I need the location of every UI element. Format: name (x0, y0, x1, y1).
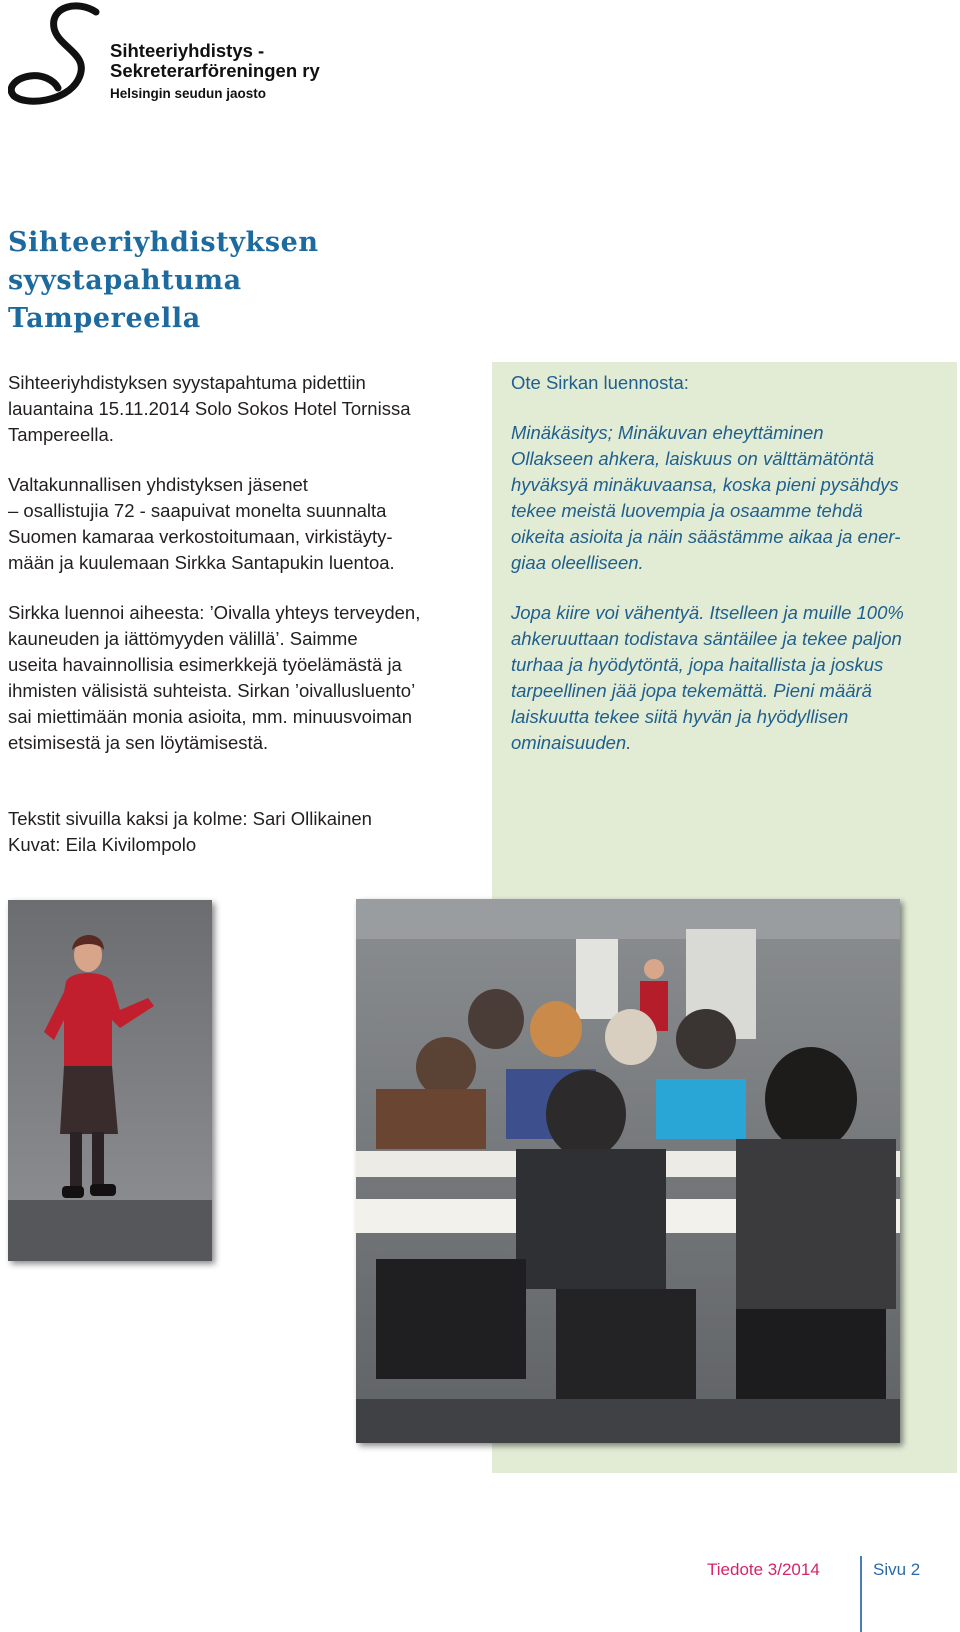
body-line: lauantaina 15.11.2014 Solo Sokos Hotel Tornissa (8, 398, 411, 419)
excerpt-line: hyväksyä minäkuvaansa, koska pieni pysähdys (511, 474, 899, 495)
text-credit: Tekstit sivuilla kaksi ja kolme: Sari Ollikainen (8, 808, 372, 829)
excerpt-line: ominaisuuden. (511, 732, 632, 753)
page-number: Sivu 2 (873, 1560, 921, 1579)
article-title (8, 224, 448, 338)
lecture-excerpt (511, 370, 951, 756)
issue-label: Tiedote 3/2014 (707, 1560, 820, 1579)
organization-logo (8, 2, 358, 112)
body-line: mään ja kuulemaan Sirkka Santapukin luentoa. (8, 552, 395, 573)
logo-line-3: Helsingin seudun jaosto (110, 86, 267, 101)
photo-credit: Kuvat: Eila Kivilompolo (8, 834, 197, 855)
excerpt-line: ahkeruuttaan todistava säntäilee ja tekee paljon (511, 628, 902, 649)
excerpt-line: tekee meistä luovempia ja osaamme tehdä (511, 500, 863, 521)
excerpt-line: oikeita asioita ja näin säästämme aikaa ja ener- (511, 526, 901, 547)
article-title-line: Sihteeriyhdistyksen (8, 227, 319, 258)
excerpt-line: tarpeellinen jää jopa tekemättä. Pieni määrä (511, 680, 872, 701)
body-paragraph-2 (8, 472, 468, 576)
body-line: kauneuden ja iättömyyden välillä’. Saimme (8, 628, 358, 649)
excerpt-line: Ollakseen ahkera, laiskuus on välttämätöntä (511, 448, 875, 469)
body-line: Suomen kamaraa verkostoitumaan, virkistäyty- (8, 526, 393, 547)
body-line: Sihteeriyhdistyksen syystapahtuma pidettiin (8, 372, 366, 393)
credits (8, 806, 372, 858)
audience-photo (356, 899, 900, 1443)
body-line: sai miettimään monia asioita, mm. minuusvoiman (8, 706, 413, 727)
s-swirl-logo-icon (8, 2, 108, 112)
body-line: etsimisestä ja sen löytämisestä. (8, 732, 269, 753)
body-line: Tampereella. (8, 424, 114, 445)
excerpt-paragraph-1 (511, 420, 951, 576)
logo-line-1: Sihteeriyhdistys - (110, 40, 265, 61)
logo-line-2: Sekreterarföreningen ry (110, 60, 320, 81)
speaker-photo (8, 900, 212, 1261)
article-title-line: Tampereella (8, 303, 201, 334)
excerpt-line: laiskuutta tekee siitä hyvän ja hyödyllisen (511, 706, 849, 727)
body-line: useita havainnollisia esimerkkejä työelämästä ja (8, 654, 402, 675)
body-line: – osallistujia 72 - saapuivat monelta suunnalta (8, 500, 387, 521)
article-body (8, 370, 468, 780)
excerpt-paragraph-2 (511, 600, 951, 756)
body-paragraph-3 (8, 600, 468, 756)
excerpt-line: giaa oleelliseen. (511, 552, 644, 573)
body-line: Sirkka luennoi aiheesta: ’Oivalla yhteys terveyden, (8, 602, 421, 623)
body-paragraph-1 (8, 370, 468, 448)
excerpt-line: turhaa ja hyödytöntä, jopa haitallista ja joskus (511, 654, 884, 675)
excerpt-line: Minäkäsitys; Minäkuvan eheyttäminen (511, 422, 824, 443)
body-line: Valtakunnallisen yhdistyksen jäsenet (8, 474, 308, 495)
article-title-line: syystapahtuma (8, 265, 242, 296)
excerpt-line: Jopa kiire voi vähentyä. Itselleen ja muille 100% (511, 602, 904, 623)
footer-divider (860, 1556, 862, 1632)
excerpt-heading: Ote Sirkan luennosta: (511, 372, 689, 393)
body-line: ihmisten välisistä suhteista. Sirkan ’oivallusluento’ (8, 680, 416, 701)
